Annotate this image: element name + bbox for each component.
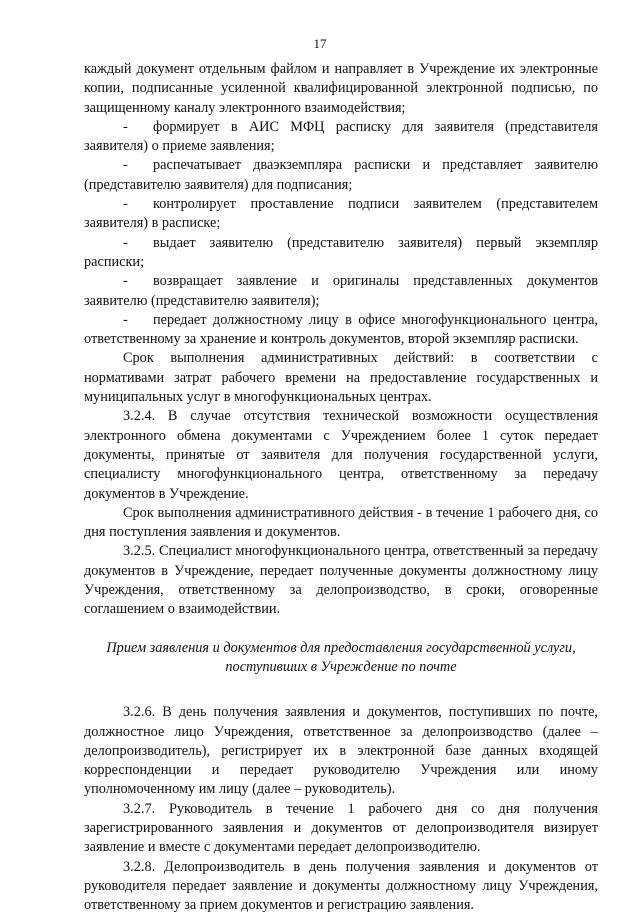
bullet-marker: - [123,157,128,174]
bullet-item [84,311,598,350]
bullet-text: распечатывает дваэкземпляра расписки и представляет заявителю (представителю заявителя) для подписания; [84,157,598,193]
document-body [84,60,598,915]
bullet-item [84,156,598,195]
bullet-text: возвращает заявление и оригиналы представленных документов заявителю (представителю заявителя); [84,273,598,309]
paragraph-continuation [84,60,598,118]
bullet-text: формирует в АИС МФЦ расписку для заявителя (представителя заявителя) о приеме заявления; [84,118,598,155]
paragraph-text: каждый документ отдельным файлом и направляет в Учреждение их электронные копии, подписанные усиленной квалифицированной электронной подписью, по защищенному каналу электронного взаимодействия; [84,61,598,116]
bullet-text: контролирует проставление подписи заявителем (представителем заявителя) в расписке; [84,196,598,232]
bullet-text: передает должностному лицу в офисе многофункционального центра, ответственному за хранение и контроль документов, второй экземпляр расписки. [84,311,598,348]
paragraph-3-2-8: 3.2.8. Делопроизводитель в день получения заявления и документов от руководителя передает заявление и документы должностному лицу Учреждения, ответственному за прием документов и регистрацию заявления. [84,858,598,914]
paragraph-3-2-7: 3.2.7. Руководитель в течение 1 рабочего дня со дня получения зарегистрированного заявления и документов от делопроизводителя визирует заявление и вместе с документами передает делопроизводителю. [84,800,598,856]
section-heading: Прием заявления и документов для предоставления государственной услуги, поступивших в Учреждение по почте [106,639,576,675]
paragraph-3-2-6: 3.2.6. В день получения заявления и документов, поступивших по почте, должностное лицо Учреждения, ответственное за делопроизводство (далее – делопроизводитель), регистрирует их в электронной базе данных входящей корреспонденции и передает руководителю Учреждения или иному уполномоченному им лицу (далее – руководитель). [84,704,598,798]
bullet-item [84,195,598,234]
paragraph: Срок выполнения административных действий: в соответствии с нормативами затрат рабочего времени на предоставление государственных и муниципальных услуг в многофункциональных центрах. [84,350,598,406]
bullet-marker: - [123,234,128,251]
bullet-item [84,234,598,273]
bullet-marker: - [123,311,128,328]
paragraph: Срок выполнения административного действия - в течение 1 рабочего дня, со дня поступления заявления и документов. [84,504,598,541]
bullet-item [84,118,598,157]
bullet-marker: - [123,118,128,135]
bullet-item [84,272,598,311]
page-number: 17 [313,36,327,51]
bullet-text: выдает заявителю (представителю заявителя) первый экземпляр расписки; [84,234,598,270]
bullet-marker: - [123,196,128,213]
bullet-marker: - [123,273,128,290]
paragraph-3-2-4: 3.2.4. В случае отсутствия технической возможности осуществления электронного обмена документами с Учреждением более 1 суток передает документы, принятые от заявителя для получения государственной услуги, специалисту многофункционального центра, ответственному за передачу документов в Учреждение. [84,408,598,502]
paragraph-3-2-5: 3.2.5. Специалист многофункционального центра, ответственный за передачу документов в Учреждение, передает полученные документы должностному лицу Учреждения, ответственному за делопроизводство, в сроки, оговоренные соглашением о взаимодействии. [84,543,598,618]
